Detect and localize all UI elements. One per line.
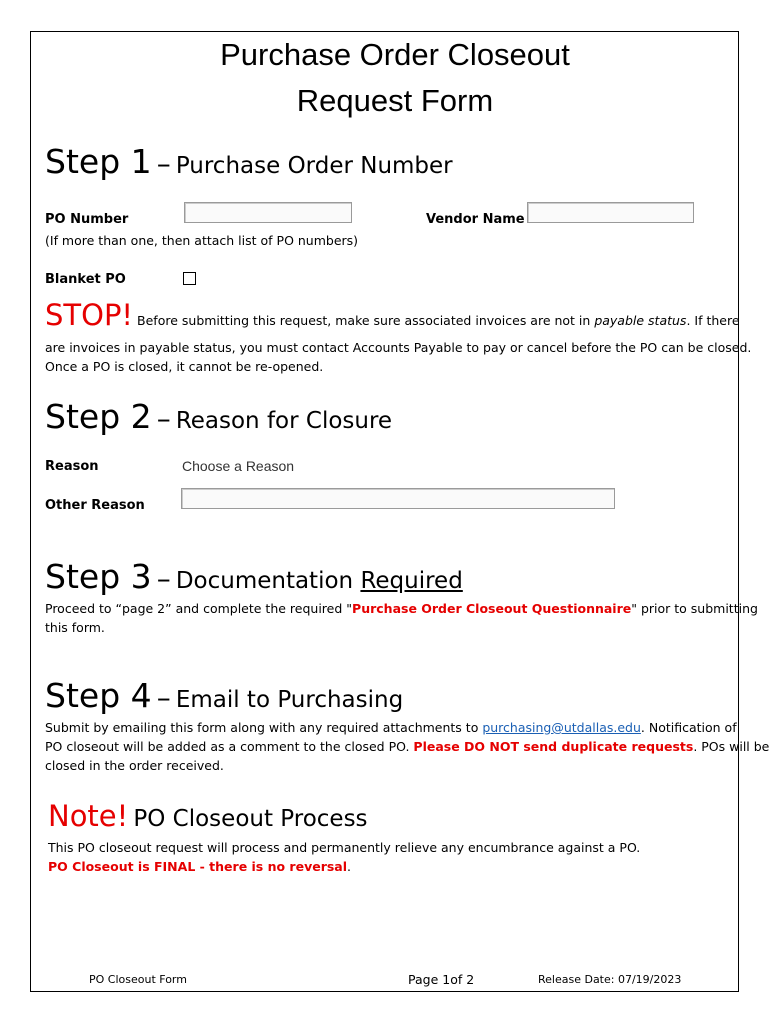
- step2-title: Reason for Closure: [175, 408, 393, 434]
- stop-warning-line2: are invoices in payable status, you must contact Accounts Payable to pay or cancel before the PO can be closed.: [45, 340, 752, 355]
- po-number-label: PO Number: [45, 212, 129, 227]
- note-text-line2-end: .: [347, 859, 352, 874]
- duplicate-warning: Please DO NOT send duplicate requests: [413, 739, 694, 754]
- step1-number: Step 1: [45, 142, 152, 181]
- step4-dash: –: [156, 681, 171, 714]
- step2-dash: –: [156, 402, 171, 435]
- step3-text-part1: Proceed to “page 2” and complete the required ": [45, 601, 353, 616]
- step4-text-line1: [45, 718, 737, 737]
- vendor-name-label: Vendor Name: [426, 212, 525, 227]
- step3-dash: –: [156, 562, 171, 595]
- blanket-po-label: Blanket PO: [45, 272, 126, 287]
- stop-word: STOP!: [45, 298, 134, 332]
- other-reason-label: Other Reason: [45, 498, 145, 513]
- vendor-name-input[interactable]: [527, 202, 694, 223]
- note-text-line1: This PO closeout request will process and permanently relieve any encumbrance against a PO.: [48, 840, 641, 855]
- footer-release-date: Release Date: 07/19/2023: [538, 973, 682, 986]
- stop-text-italic: payable status: [594, 313, 687, 328]
- note-word: Note!: [48, 799, 129, 833]
- step1-heading: [45, 142, 453, 181]
- step4-text-line2: [45, 737, 769, 756]
- step4-text-part1: Submit by emailing this form along with any required attachments to: [45, 720, 483, 735]
- step4-number: Step 4: [45, 676, 152, 715]
- footer-form-name: PO Closeout Form: [89, 973, 187, 986]
- po-number-note: (If more than one, then attach list of PO numbers): [45, 233, 359, 248]
- stop-warning-line3: Once a PO is closed, it cannot be re-opened.: [45, 359, 324, 374]
- note-heading: [48, 799, 368, 833]
- stop-warning-line1: [45, 298, 740, 332]
- step3-text-line1: [45, 599, 758, 618]
- step1-dash: –: [156, 147, 171, 180]
- step4-text-line2-part2: . POs will be: [693, 739, 770, 754]
- note-title: PO Closeout Process: [133, 806, 368, 832]
- po-number-input[interactable]: [184, 202, 352, 223]
- step3-text-part2: " prior to submitting: [631, 601, 758, 616]
- other-reason-input[interactable]: [181, 488, 615, 509]
- step1-title: Purchase Order Number: [175, 153, 453, 179]
- reason-dropdown[interactable]: Choose a Reason: [182, 458, 295, 474]
- closeout-final-warning: PO Closeout is FINAL - there is no reversal: [48, 859, 348, 874]
- step3-number: Step 3: [45, 557, 152, 596]
- step2-heading: [45, 397, 392, 436]
- step4-text-line2-part1: PO closeout will be added as a comment to the closed PO.: [45, 739, 414, 754]
- step2-number: Step 2: [45, 397, 152, 436]
- step3-heading: [45, 557, 463, 596]
- questionnaire-reference: Purchase Order Closeout Questionnaire: [352, 601, 632, 616]
- step4-heading: [45, 676, 403, 715]
- reason-label: Reason: [45, 459, 99, 474]
- step4-title: Email to Purchasing: [175, 687, 404, 713]
- footer-page-number: Page 1of 2: [408, 972, 475, 987]
- step3-title: [176, 568, 463, 594]
- step3-title-part1: Documentation: [175, 568, 361, 594]
- purchasing-email-link[interactable]: purchasing@utdallas.edu: [482, 720, 641, 735]
- step4-text-part2: . Notification of: [640, 720, 737, 735]
- step3-title-required: Required: [360, 568, 463, 594]
- step3-text-line2: this form.: [45, 620, 105, 635]
- stop-text-part2: . If there: [686, 313, 740, 328]
- note-text-line2: [48, 857, 351, 876]
- step4-text-line3: closed in the order received.: [45, 758, 224, 773]
- form-title-line2: Request Form: [296, 83, 494, 118]
- blanket-po-checkbox[interactable]: [183, 272, 196, 285]
- stop-text-part1: Before submitting this request, make sure associated invoices are not in: [133, 313, 595, 328]
- form-title-line1: Purchase Order Closeout: [220, 37, 570, 72]
